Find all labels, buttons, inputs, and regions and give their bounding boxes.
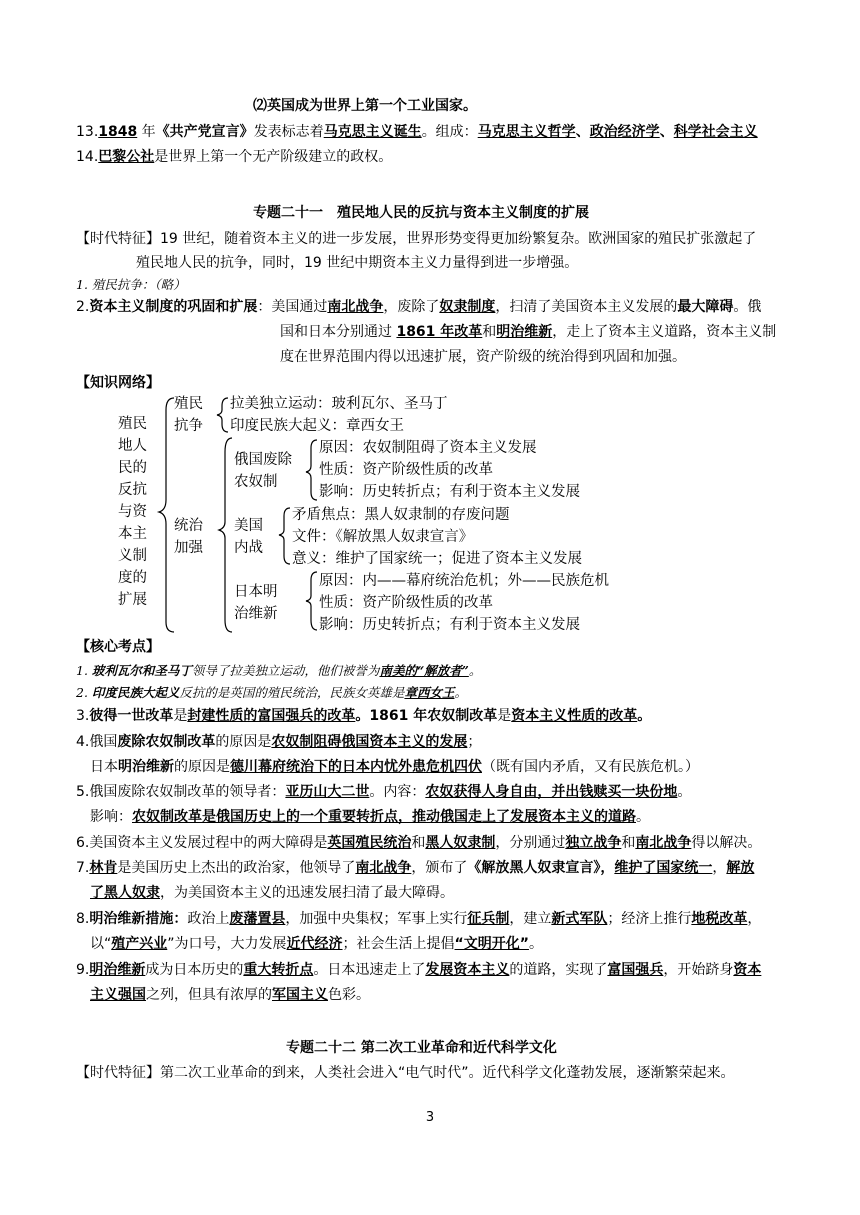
core-4a: 4.俄国废除农奴制改革的原因是农奴制阻碍俄国资本主义的发展； xyxy=(76,734,482,750)
usa-item-2: 文件：《解放黑人奴隶宣言》 xyxy=(292,529,474,545)
core-3: 3.彼得一世改革是封建性质的富国强兵的改革。1861 年农奴制改革是资本主义性质的改革。 xyxy=(76,708,652,724)
russia-item-3: 影响：历史转折点；有利于资本主义发展 xyxy=(319,484,580,500)
section-title-22: 专题二十二 第二次工业革命和近代科学文化 xyxy=(286,1040,557,1056)
core-8b: 以“殖产兴业”为口号，大力发展近代经济；社会生活上提倡“文明开化”。 xyxy=(90,936,543,952)
era-feature-21b: 殖民地人民的抗争，同时，19 世纪中期资本主义力量得到进一步增强。 xyxy=(136,255,579,271)
line-1: ⑵英国成为世界上第一个工业国家。 xyxy=(253,98,477,114)
japan-label-1: 日本明 xyxy=(234,584,278,600)
usa-label-2: 内战 xyxy=(234,540,263,556)
core-9a: 9.明治维新成为日本历史的重大转折点。日本迅速走上了发展资本主义的道路，实现了富国强兵，开始跻身资本 xyxy=(76,962,762,978)
item-1: 1. 殖民抗争：（略） xyxy=(76,277,186,292)
root-4: 反抗 xyxy=(118,482,147,498)
usa-item-1: 矛盾焦点：黑人奴隶制的存废问题 xyxy=(292,507,510,523)
era-feature-22: 【时代特征】第二次工业革命的到来，人类社会进入“电气时代”。近代科学文化蓬勃发展，逐渐繁荣起来。 xyxy=(76,1065,735,1081)
root-brace xyxy=(159,398,174,632)
era-feature-21a: 【时代特征】19 世纪，随着资本主义的进一步发展，世界形势变得更加纷繁复杂。欧洲国家的殖民扩张激起了 xyxy=(76,231,757,247)
usa-item-3: 意义：维护了国家统一；促进了资本主义发展 xyxy=(292,551,582,567)
root-6: 本主 xyxy=(118,526,147,542)
japan-item-3: 影响：历史转折点；有利于资本主义发展 xyxy=(319,617,580,633)
knowledge-network-heading: 【知识网络】 xyxy=(76,375,160,391)
russia-item-1: 原因：农奴制阻碍了资本主义发展 xyxy=(319,440,537,456)
core-4b: 日本明治维新的原因是德川幕府统治下的日本内忧外患危机四伏（既有国内矛盾，又有民族危机。） xyxy=(90,759,699,775)
core-points-heading: 【核心考点】 xyxy=(76,639,160,655)
core-1: 1. 玻利瓦尔和圣马丁领导了拉美独立运动，他们被誉为南美的“解放者”。 xyxy=(76,663,482,678)
root-2: 地人 xyxy=(118,438,147,454)
page-number: 3 xyxy=(425,1110,435,1125)
core-5b: 影响：农奴制改革是俄国历史上的一个重要转折点，推动俄国走上了发展资本主义的道路。 xyxy=(90,809,650,825)
root-9: 扩展 xyxy=(118,592,147,608)
japan-item-1: 原因：内——幕府统治危机；外——民族危机 xyxy=(319,573,609,589)
rule-brace xyxy=(219,438,232,632)
core-6: 6.美国资本主义发展过程中的两大障碍是英国殖民统治和黑人奴隶制，分别通过独立战争和南北战争得以解决。 xyxy=(76,835,762,851)
item-2a: 2.资本主义制度的巩固和扩展：美国通过南北战争，废除了奴隶制度，扫清了美国资本主义发展的最大障碍。俄 xyxy=(76,299,762,315)
colonial-item-1: 拉美独立运动：玻利瓦尔、圣马丁 xyxy=(230,396,448,412)
root-5: 与资 xyxy=(118,504,147,520)
japan-label-2: 治维新 xyxy=(234,606,278,622)
colonial-brace xyxy=(217,398,228,432)
knowledge-network-diagram xyxy=(112,392,732,638)
item-2c: 度在世界范围内得以迅速扩展，资产阶级的统治得到巩固和加强。 xyxy=(280,349,686,365)
usa-brace xyxy=(279,508,290,564)
russia-brace xyxy=(306,440,317,500)
russia-item-2: 性质：资产阶级性质的改革 xyxy=(319,462,493,478)
russia-label-2: 农奴制 xyxy=(234,474,278,490)
core-7a: 7.林肯是美国历史上杰出的政治家，他领导了南北战争，颁布了《解放黑人奴隶宣言》，维护了国家统一，解放 xyxy=(76,860,755,876)
usa-label-1: 美国 xyxy=(234,518,263,534)
core-7b: 了黑人奴隶，为美国资本主义的迅速发展扫清了最大障碍。 xyxy=(90,885,454,901)
core-5a: 5.俄国废除农奴制改革的领导者：亚历山大二世。内容：农奴获得人身自由，并出钱赎买一块份地。 xyxy=(76,784,692,800)
section-title-21: 专题二十一 殖民地人民的反抗与资本主义制度的扩展 xyxy=(253,205,589,221)
branch-colonial-2: 抗争 xyxy=(174,418,203,434)
line-13: 13.1848 年《共产党宣言》发表标志着马克思主义诞生。组成：马克思主义哲学、政治经济学、科学社会主义 xyxy=(76,124,758,140)
branch-rule-2: 加强 xyxy=(174,540,203,556)
root-1: 殖民 xyxy=(118,416,147,432)
branch-rule-1: 统治 xyxy=(174,518,203,534)
core-2: 2. 印度民族大起义反抗的是英国的殖民统治，民族女英雄是章西女王。 xyxy=(76,685,467,700)
root-3: 民的 xyxy=(118,460,147,476)
japan-item-2: 性质：资产阶级性质的改革 xyxy=(319,595,493,611)
japan-brace xyxy=(306,572,317,630)
core-8a: 8.明治维新措施：政治上废藩置县，加强中央集权；军事上实行征兵制，建立新式军队；经济上推行地税改革， xyxy=(76,911,762,927)
root-7: 义制 xyxy=(118,548,147,564)
russia-label-1: 俄国废除 xyxy=(234,452,292,468)
branch-colonial-1: 殖民 xyxy=(174,396,203,412)
item-2b: 国和日本分别通过 1861 年改革和明治维新，走上了资本主义道路，资本主义制 xyxy=(280,324,777,340)
colonial-item-2: 印度民族大起义：章西女王 xyxy=(230,418,404,434)
core-9b: 主义强国之列，但具有浓厚的军国主义色彩。 xyxy=(90,987,370,1003)
line-14: 14.巴黎公社是世界上第一个无产阶级建立的政权。 xyxy=(76,149,393,165)
root-8: 度的 xyxy=(118,570,147,586)
